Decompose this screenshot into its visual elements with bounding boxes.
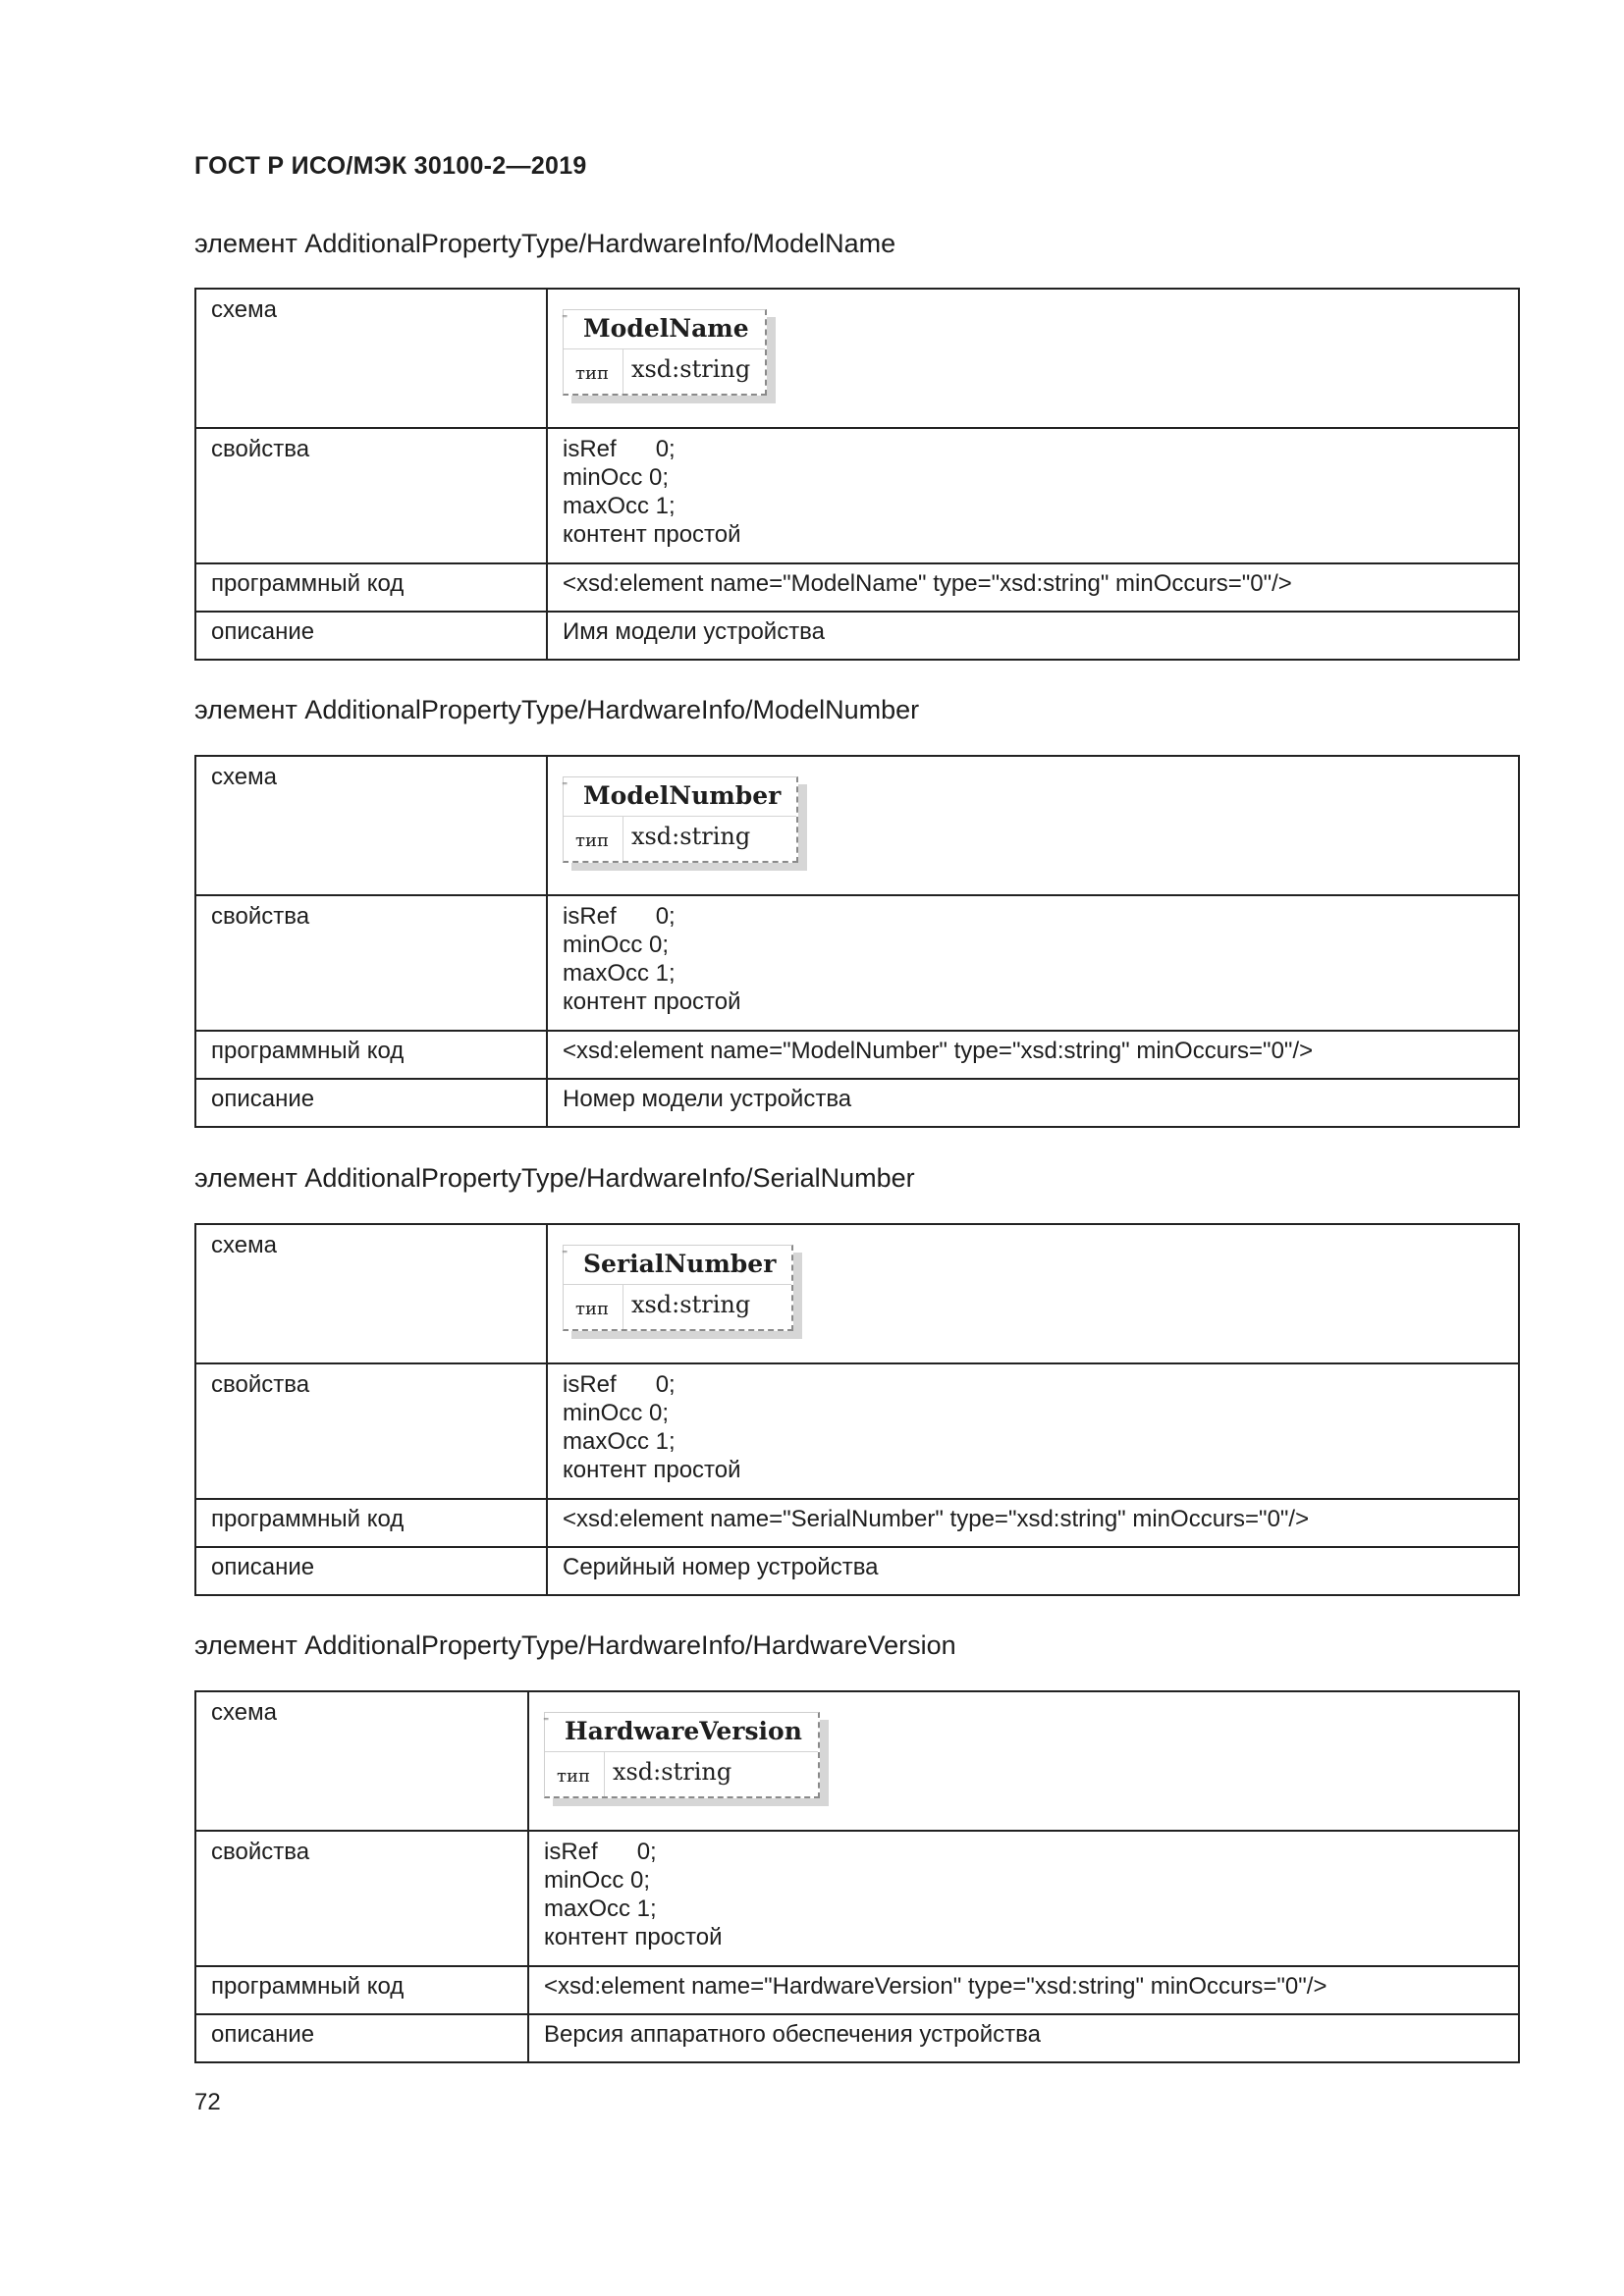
- properties-label: свойства: [195, 428, 547, 563]
- prop-content: контент простой: [544, 1924, 723, 1950]
- xsd-type-row: [564, 349, 765, 394]
- element-spec-table: [194, 1690, 1520, 2063]
- schema-cell: [547, 289, 1519, 428]
- xsd-type-row: [564, 1285, 791, 1329]
- xsd-element-name: ModelName: [564, 310, 765, 349]
- code-value: <xsd:element name="SerialNumber" type="xsd:string" minOccurs="0"/>: [547, 1499, 1519, 1547]
- element-icon: ⁼: [562, 311, 568, 325]
- schema-label: схема: [195, 756, 547, 895]
- xsd-type-value: xsd:string: [630, 823, 751, 850]
- description-label: описание: [195, 2014, 528, 2062]
- section-title: элемент AdditionalPropertyType/HardwareInfo/SerialNumber: [194, 1163, 915, 1193]
- element-icon: ⁼: [562, 778, 568, 792]
- section-title: элемент AdditionalPropertyType/HardwareInfo/ModelNumber: [194, 695, 920, 724]
- xsd-type-label: тип: [564, 1285, 623, 1329]
- code-label: программный код: [195, 1966, 528, 2014]
- xsd-element-name: HardwareVersion: [545, 1713, 818, 1752]
- element-spec-table: [194, 1223, 1520, 1596]
- properties-label: свойства: [195, 1363, 547, 1499]
- xsd-element-name: SerialNumber: [564, 1246, 791, 1285]
- prop-maxocc: maxOcc 1;: [563, 960, 676, 987]
- xsd-element-name: ModelNumber: [564, 777, 796, 817]
- description-value: Серийный номер устройства: [547, 1547, 1519, 1595]
- prop-isref: isRef 0;: [563, 903, 676, 930]
- prop-minocc: minOcc 0;: [563, 464, 670, 491]
- prop-maxocc: maxOcc 1;: [544, 1896, 657, 1922]
- code-label: программный код: [195, 1499, 547, 1547]
- description-value: Версия аппаратного обеспечения устройства: [528, 2014, 1519, 2062]
- xsd-element-diagram: [563, 776, 798, 863]
- code-value: <xsd:element name="HardwareVersion" type="xsd:string" minOccurs="0"/>: [528, 1966, 1519, 2014]
- xsd-type-label: тип: [564, 349, 623, 394]
- prop-isref: isRef 0;: [563, 436, 676, 462]
- code-label: программный код: [195, 1031, 547, 1079]
- element-icon: ⁼: [543, 1714, 550, 1728]
- xsd-type-row: [564, 817, 796, 861]
- xsd-type-value: xsd:string: [630, 355, 751, 383]
- xsd-element-diagram: [563, 1245, 793, 1331]
- schema-label: схема: [195, 1691, 528, 1831]
- xsd-type-row: [545, 1752, 818, 1796]
- prop-isref: isRef 0;: [563, 1371, 676, 1398]
- schema-cell: [547, 1224, 1519, 1363]
- section-title: элемент AdditionalPropertyType/HardwareInfo/HardwareVersion: [194, 1630, 956, 1660]
- description-label: описание: [195, 1547, 547, 1595]
- schema-label: схема: [195, 289, 547, 428]
- document-header: ГОСТ Р ИСО/МЭК 30100-2—2019: [194, 152, 587, 180]
- xsd-type-label: тип: [545, 1752, 605, 1796]
- prop-minocc: minOcc 0;: [544, 1867, 651, 1894]
- code-label: программный код: [195, 563, 547, 612]
- properties-cell: [547, 428, 1519, 563]
- element-icon: ⁼: [562, 1247, 568, 1260]
- prop-isref: isRef 0;: [544, 1839, 657, 1865]
- xsd-element-diagram: [544, 1712, 820, 1798]
- section-title: элемент AdditionalPropertyType/HardwareInfo/ModelName: [194, 229, 896, 258]
- xsd-type-value: xsd:string: [630, 1291, 751, 1318]
- schema-cell: [547, 756, 1519, 895]
- description-value: Имя модели устройства: [547, 612, 1519, 660]
- description-label: описание: [195, 1079, 547, 1127]
- prop-content: контент простой: [563, 988, 741, 1015]
- properties-cell: [547, 1363, 1519, 1499]
- properties-label: свойства: [195, 1831, 528, 1966]
- schema-cell: [528, 1691, 1519, 1831]
- xsd-type-label: тип: [564, 817, 623, 861]
- xsd-element-diagram: [563, 309, 767, 396]
- description-label: описание: [195, 612, 547, 660]
- prop-content: контент простой: [563, 521, 741, 548]
- xsd-type-value: xsd:string: [612, 1758, 732, 1786]
- prop-minocc: minOcc 0;: [563, 1400, 670, 1426]
- code-value: <xsd:element name="ModelName" type="xsd:string" minOccurs="0"/>: [547, 563, 1519, 612]
- properties-cell: [547, 895, 1519, 1031]
- page-number: 72: [194, 2089, 221, 2115]
- prop-content: контент простой: [563, 1457, 741, 1483]
- prop-maxocc: maxOcc 1;: [563, 493, 676, 519]
- description-value: Номер модели устройства: [547, 1079, 1519, 1127]
- properties-label: свойства: [195, 895, 547, 1031]
- element-spec-table: [194, 288, 1520, 661]
- prop-minocc: minOcc 0;: [563, 932, 670, 958]
- prop-maxocc: maxOcc 1;: [563, 1428, 676, 1455]
- properties-cell: [528, 1831, 1519, 1966]
- schema-label: схема: [195, 1224, 547, 1363]
- element-spec-table: [194, 755, 1520, 1128]
- code-value: <xsd:element name="ModelNumber" type="xsd:string" minOccurs="0"/>: [547, 1031, 1519, 1079]
